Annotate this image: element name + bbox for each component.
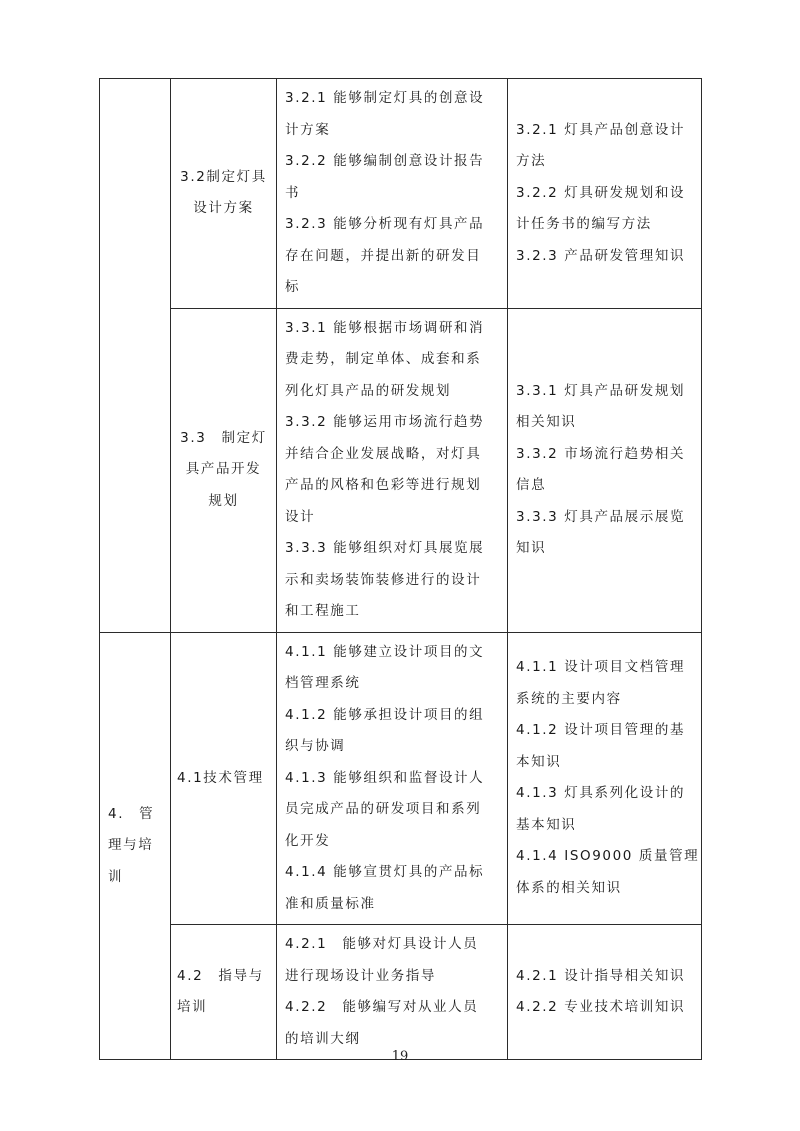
table-row xyxy=(100,308,702,632)
skill-line: 3.3.2 能够运用市场流行趋势 xyxy=(285,414,485,430)
subsection-line: 4.2 指导与 xyxy=(177,967,264,984)
subsection-line: 规划 xyxy=(208,492,239,509)
skill-line: 的培训大纲 xyxy=(285,1030,361,1047)
section-cell xyxy=(100,632,171,1060)
skill-line: 织与协调 xyxy=(285,738,346,754)
knowledge-line: 4.1.3 灯具系列化设计的 xyxy=(516,785,686,802)
subsection-line: 3.3 制定灯 xyxy=(180,429,267,446)
section-cell xyxy=(100,79,171,633)
knowledge-line: 3.2.1 灯具产品创意设计 xyxy=(516,121,686,138)
subsection-line: 4.1技术管理 xyxy=(177,769,264,786)
knowledge-line: 3.3.2 市场流行趋势相关 xyxy=(516,445,686,462)
skill-requirements-cell xyxy=(277,925,508,1060)
skill-line: 准和质量标准 xyxy=(285,895,376,912)
table-row xyxy=(100,79,702,309)
knowledge-line: 相关知识 xyxy=(516,414,577,430)
subsection-line: 设计方案 xyxy=(193,200,254,217)
skill-line: 费走势，制定单体、成套和系 xyxy=(285,351,482,367)
subsection-cell xyxy=(171,308,277,632)
section-line: 4. 管 xyxy=(108,805,155,822)
knowledge-line: 方法 xyxy=(516,153,547,169)
knowledge-line: 4.1.1 设计项目文档管理 xyxy=(516,659,686,676)
knowledge-line: 知识 xyxy=(516,540,547,556)
knowledge-line: 4.1.2 设计项目管理的基 xyxy=(516,722,686,739)
skill-requirements-cell xyxy=(277,632,508,925)
table-row xyxy=(100,925,702,1060)
knowledge-line: 计任务书的编写方法 xyxy=(516,216,652,232)
subsection-cell xyxy=(171,632,277,925)
skill-line: 产品的风格和色彩等进行规划 xyxy=(285,477,482,493)
knowledge-line: 信息 xyxy=(516,477,547,493)
skill-line: 3.2.1 能够制定灯具的创意设 xyxy=(285,90,485,106)
knowledge-requirements-cell xyxy=(508,79,702,309)
skill-line: 4.2.2 能够编写对从业人员 xyxy=(285,999,479,1015)
knowledge-line: 3.2.2 灯具研发规划和设 xyxy=(516,184,686,201)
table-row xyxy=(100,632,702,925)
skill-line: 4.1.1 能够建立设计项目的文 xyxy=(285,643,485,660)
skill-line: 3.2.2 能够编制创意设计报告 xyxy=(285,153,485,169)
knowledge-line: 3.2.3 产品研发管理知识 xyxy=(516,247,686,264)
knowledge-line: 体系的相关知识 xyxy=(516,879,622,896)
skill-line: 员完成产品的研发项目和系列 xyxy=(285,801,482,817)
knowledge-line: 3.3.1 灯具产品研发规划 xyxy=(516,382,686,399)
skill-line: 4.1.4 能够宣贯灯具的产品标 xyxy=(285,864,485,880)
knowledge-line: 4.2.2 专业技术培训知识 xyxy=(516,999,686,1015)
knowledge-line: 系统的主要内容 xyxy=(516,690,622,707)
skill-line: 3.3.1 能够根据市场调研和消 xyxy=(285,319,485,336)
knowledge-line: 4.1.4 ISO9000 质量管理 xyxy=(516,848,700,865)
knowledge-line: 4.2.1 设计指导相关知识 xyxy=(516,967,686,984)
skill-requirements-cell xyxy=(277,79,508,309)
skill-line: 3.2.3 能够分析现有灯具产品 xyxy=(285,216,485,232)
knowledge-requirements-cell xyxy=(508,925,702,1060)
occupation-standard-table xyxy=(99,78,702,1060)
section-line: 理与培 xyxy=(108,837,154,853)
knowledge-requirements-cell xyxy=(508,308,702,632)
skill-line: 计方案 xyxy=(285,121,331,138)
skill-line: 存在问题，并提出新的研发目 xyxy=(285,247,482,264)
section-line: 训 xyxy=(108,868,124,885)
skill-line: 标 xyxy=(285,279,301,295)
knowledge-line: 本知识 xyxy=(516,753,562,770)
skill-line: 4.1.3 能够组织和监督设计人 xyxy=(285,769,485,786)
skill-line: 进行现场设计业务指导 xyxy=(285,967,436,984)
skill-line: 设计 xyxy=(285,508,316,525)
knowledge-line: 3.3.3 灯具产品展示展览 xyxy=(516,508,686,525)
skill-line: 4.1.2 能够承担设计项目的组 xyxy=(285,706,485,723)
skill-requirements-cell xyxy=(277,308,508,632)
knowledge-line: 基本知识 xyxy=(516,816,577,833)
subsection-line: 3.2制定灯具 xyxy=(180,168,267,185)
skill-line: 列化灯具产品的研发规划 xyxy=(285,382,452,399)
skill-line: 档管理系统 xyxy=(285,675,361,691)
skill-line: 示和卖场装饰装修进行的设计 xyxy=(285,571,482,588)
subsection-line: 培训 xyxy=(177,999,208,1015)
skill-line: 3.3.3 能够组织对灯具展览展 xyxy=(285,540,485,556)
skill-line: 4.2.1 能够对灯具设计人员 xyxy=(285,936,479,952)
subsection-line: 具产品开发 xyxy=(185,461,262,478)
skill-line: 化开发 xyxy=(285,832,331,849)
subsection-cell xyxy=(171,79,277,309)
page-number: 19 xyxy=(391,1049,409,1064)
subsection-cell xyxy=(171,925,277,1060)
skill-line: 和工程施工 xyxy=(285,603,361,619)
skill-line: 书 xyxy=(285,184,301,201)
knowledge-requirements-cell xyxy=(508,632,702,925)
skill-line: 并结合企业发展战略，对灯具 xyxy=(285,445,482,462)
